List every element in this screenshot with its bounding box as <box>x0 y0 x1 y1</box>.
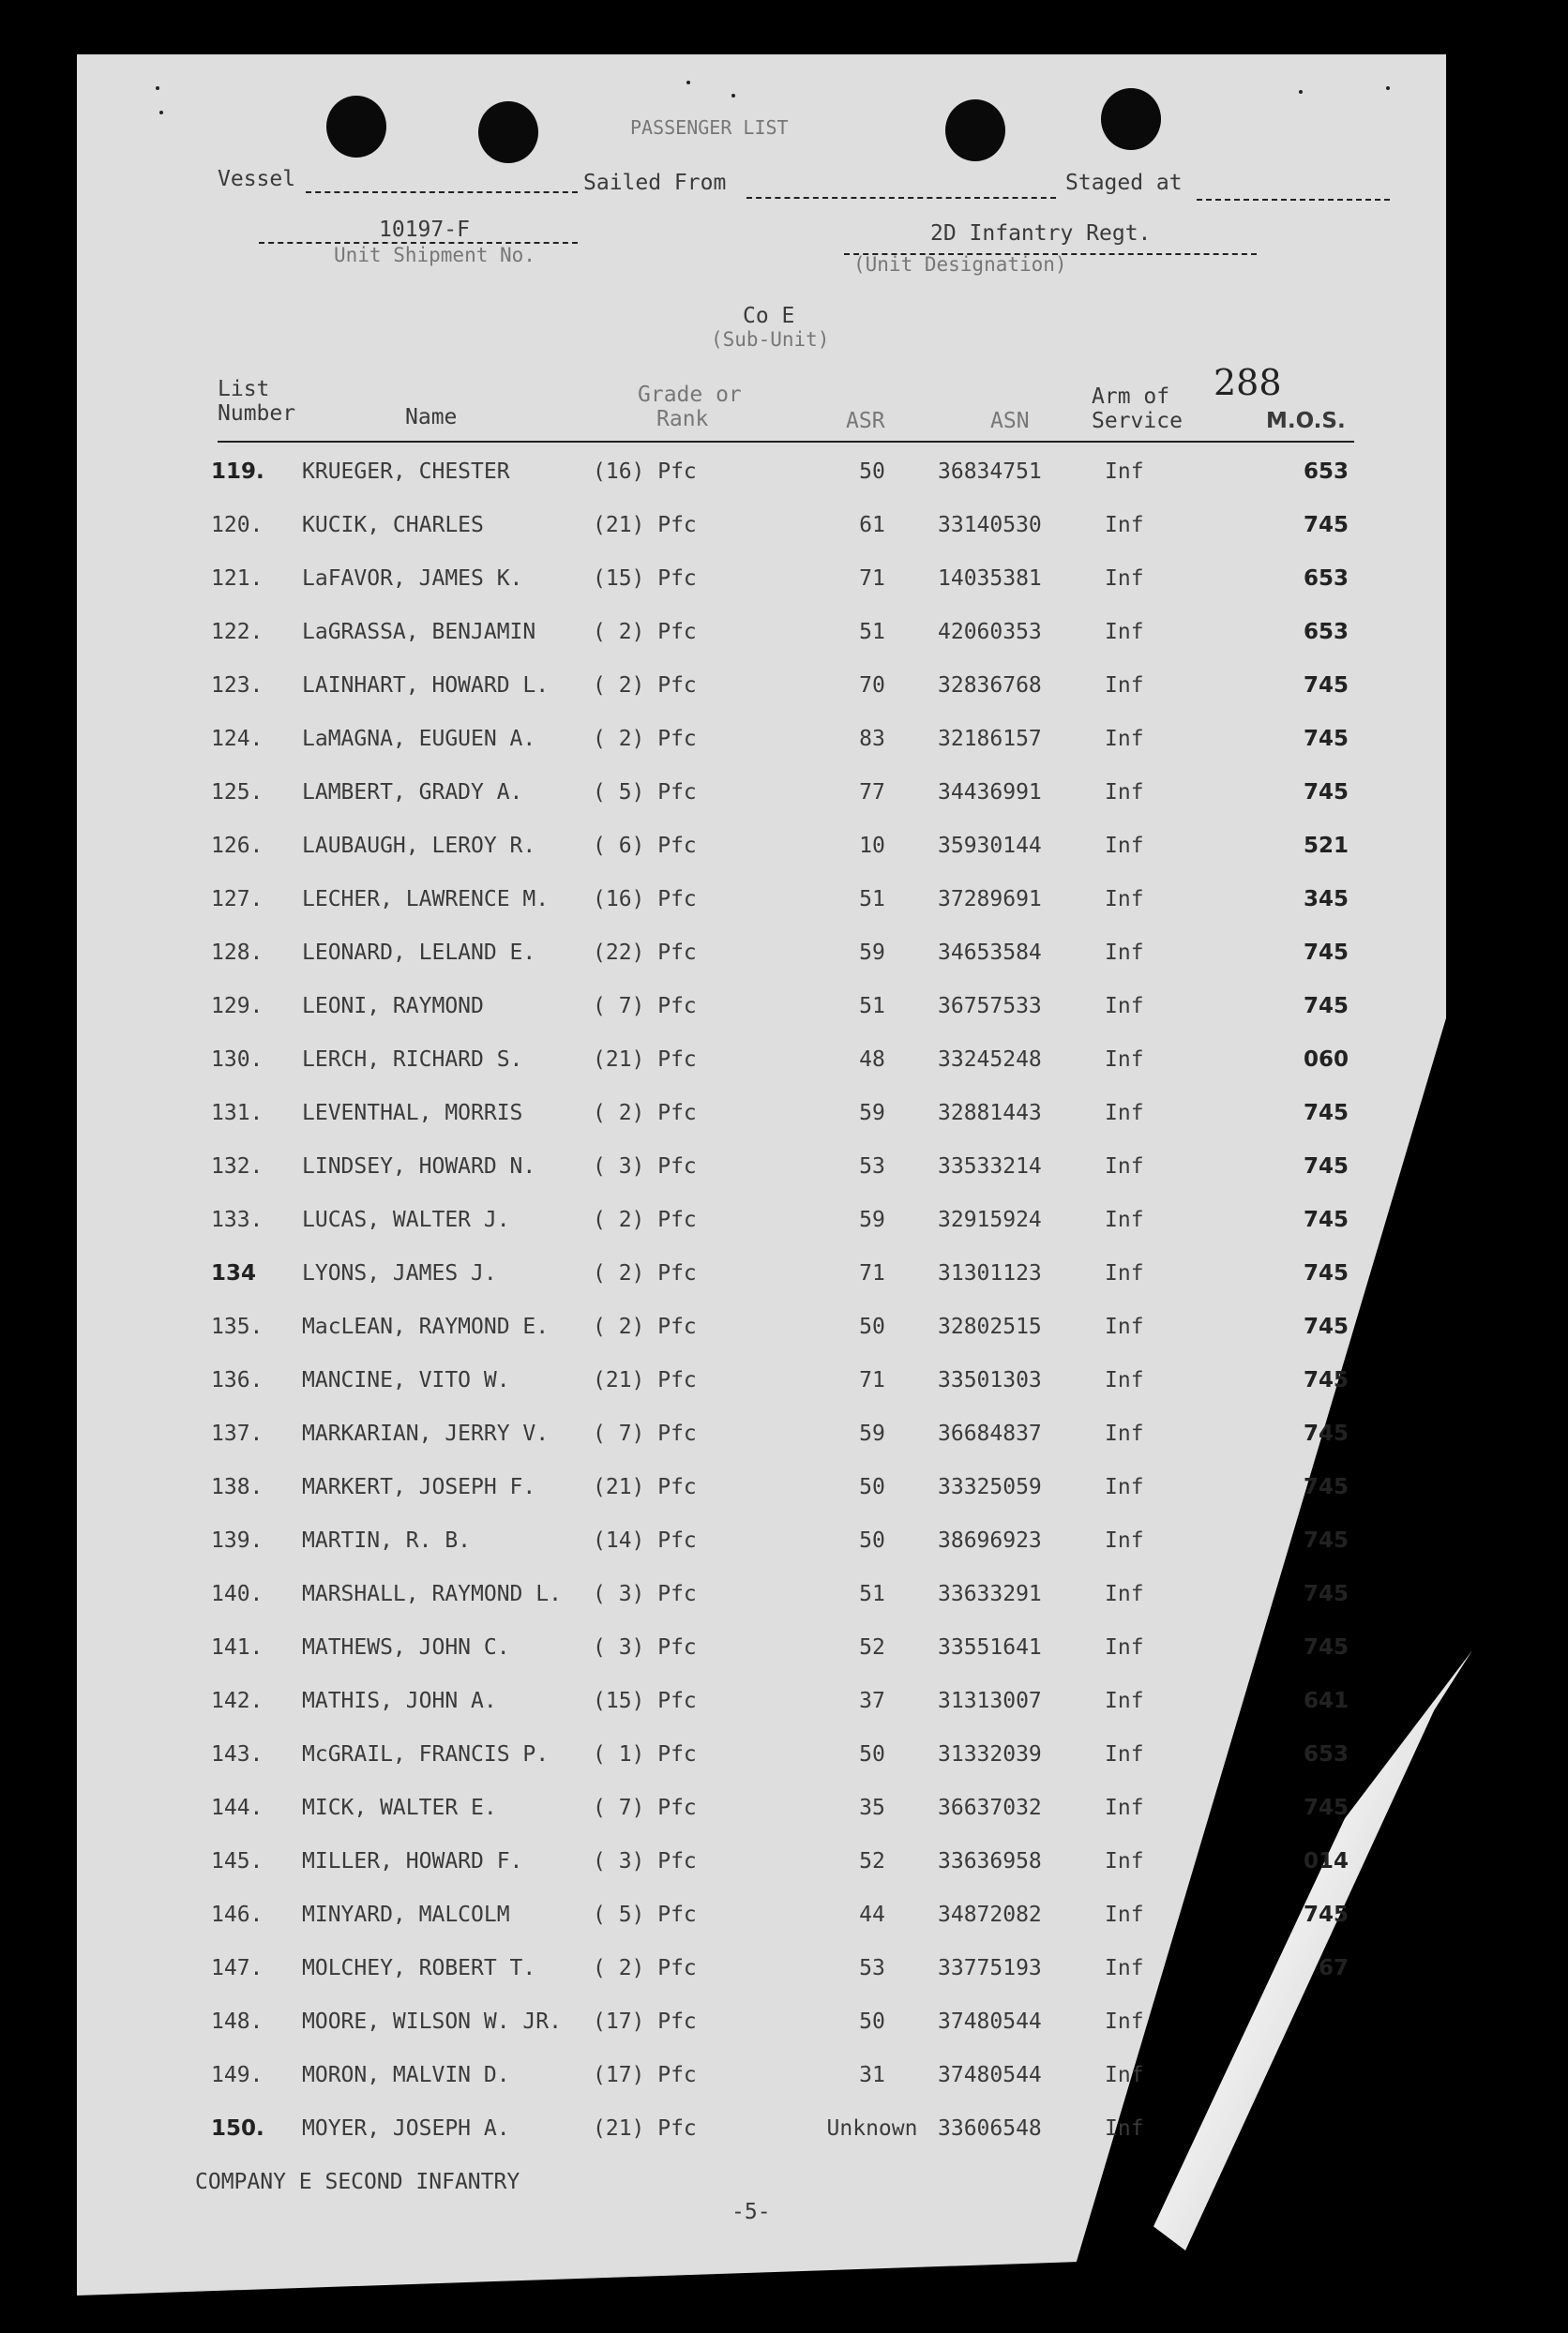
passenger-name: MOORE, WILSON W. JR. <box>302 2009 562 2034</box>
arm-of-service: Inf <box>1105 2116 1144 2141</box>
grade-rank: ( 1) Pfc <box>593 1742 697 1767</box>
table-row <box>0 566 1568 600</box>
list-number: 138. <box>211 1475 264 1499</box>
passenger-name: LaGRASSA, BENJAMIN <box>302 620 536 644</box>
mos-code: 745 <box>1303 1315 1349 1339</box>
asr-score: Unknown <box>826 2116 918 2141</box>
list-number: 129. <box>211 994 264 1018</box>
army-serial-number: 32836768 <box>938 673 1042 698</box>
grade-rank: (17) Pfc <box>593 2063 697 2087</box>
arm-of-service: Inf <box>1105 941 1144 965</box>
arm-of-service: Inf <box>1105 1101 1144 1125</box>
col-header-list-line2: Number <box>218 401 296 426</box>
army-serial-number: 38696923 <box>938 1528 1042 1553</box>
army-serial-number: 14035381 <box>938 566 1042 591</box>
list-number: 131. <box>211 1101 264 1125</box>
passenger-name: MILLER, HOWARD F. <box>302 1849 523 1874</box>
army-serial-number: 32186157 <box>938 727 1042 751</box>
vessel-label: Vessel <box>218 167 296 191</box>
unit-designation-label: (Unit Designation) <box>853 253 1067 276</box>
speck <box>1386 86 1390 90</box>
list-number: 123. <box>211 673 264 698</box>
punch-hole-4 <box>1101 88 1161 150</box>
arm-of-service: Inf <box>1105 727 1144 751</box>
passenger-name: McGRAIL, FRANCIS P. <box>302 1742 550 1767</box>
grade-rank: (21) Pfc <box>593 1475 697 1499</box>
asr-score: 51 <box>859 1582 885 1606</box>
asr-score: 50 <box>859 2009 885 2034</box>
asr-score: 77 <box>859 780 885 805</box>
passenger-name: MORON, MALVIN D. <box>302 2063 510 2087</box>
army-serial-number: 33140530 <box>938 513 1042 537</box>
passenger-name: LERCH, RICHARD S. <box>302 1047 523 1072</box>
header-rule <box>218 441 1354 443</box>
asr-score: 50 <box>859 1475 885 1499</box>
table-row <box>0 1528 1568 1562</box>
grade-rank: ( 2) Pfc <box>593 1315 697 1339</box>
list-number: 135. <box>211 1315 264 1339</box>
arm-of-service: Inf <box>1105 459 1144 484</box>
passenger-name: LaMAGNA, EUGUEN A. <box>302 727 536 751</box>
col-header-grade <box>638 383 742 431</box>
grade-rank: ( 2) Pfc <box>593 673 697 698</box>
passenger-name: LECHER, LAWRENCE M. <box>302 887 550 911</box>
speck <box>159 111 163 114</box>
grade-rank: ( 6) Pfc <box>593 834 697 858</box>
list-number: 150. <box>211 2116 264 2141</box>
grade-rank: (17) Pfc <box>593 2009 697 2034</box>
col-header-asr: ASR <box>846 409 885 433</box>
table-row <box>0 620 1568 654</box>
army-serial-number: 37289691 <box>938 887 1042 911</box>
mos-code: 745 <box>1303 1368 1349 1392</box>
mos-code: 060 <box>1303 1047 1349 1072</box>
table-row <box>0 1315 1568 1348</box>
grade-rank: ( 7) Pfc <box>593 1422 697 1446</box>
list-number: 132. <box>211 1154 264 1179</box>
table-row <box>0 1154 1568 1188</box>
arm-of-service: Inf <box>1105 1956 1144 1980</box>
punch-hole-1 <box>326 96 386 158</box>
staged-at-label: Staged at <box>1065 171 1183 195</box>
grade-rank: ( 5) Pfc <box>593 780 697 805</box>
list-number: 149. <box>211 2063 264 2087</box>
list-number: 124. <box>211 727 264 751</box>
asr-score: 35 <box>859 1796 885 1820</box>
list-number: 147. <box>211 1956 264 1980</box>
col-header-asn: ASN <box>990 409 1030 433</box>
mos-code: 653 <box>1303 566 1349 591</box>
mos-code: 745 <box>1303 1528 1349 1553</box>
army-serial-number: 34653584 <box>938 941 1042 965</box>
list-number: 143. <box>211 1742 264 1767</box>
list-number: 128. <box>211 941 264 965</box>
list-number: 134 <box>211 1261 257 1286</box>
list-number: 141. <box>211 1635 264 1660</box>
staged-at-underline <box>1197 199 1390 201</box>
list-number: 120. <box>211 513 264 537</box>
mos-code: 745 <box>1303 1796 1349 1820</box>
table-row <box>0 1956 1568 1990</box>
grade-rank: ( 5) Pfc <box>593 1903 697 1927</box>
mos-code: 67 <box>1318 1956 1349 1980</box>
asr-score: 71 <box>859 566 885 591</box>
arm-of-service: Inf <box>1105 1368 1144 1392</box>
army-serial-number: 31313007 <box>938 1689 1042 1713</box>
table-row <box>0 727 1568 760</box>
passenger-name: MOLCHEY, ROBERT T. <box>302 1956 536 1980</box>
table-row <box>0 513 1568 547</box>
grade-rank: ( 2) Pfc <box>593 1208 697 1232</box>
grade-rank: (21) Pfc <box>593 513 697 537</box>
passenger-name: LUCAS, WALTER J. <box>302 1208 510 1232</box>
grade-rank: ( 2) Pfc <box>593 620 697 644</box>
list-number: 139. <box>211 1528 264 1553</box>
list-number: 144. <box>211 1796 264 1820</box>
grade-rank: ( 7) Pfc <box>593 1796 697 1820</box>
asr-score: 51 <box>859 887 885 911</box>
passenger-name: KUCIK, CHARLES <box>302 513 484 537</box>
col-header-arm-line1: Arm of <box>1092 384 1170 409</box>
passenger-name: MATHEWS, JOHN C. <box>302 1635 510 1660</box>
grade-rank: ( 3) Pfc <box>593 1154 697 1179</box>
army-serial-number: 32802515 <box>938 1315 1042 1339</box>
col-header-grade-line1: Grade or <box>638 383 742 407</box>
grade-rank: (21) Pfc <box>593 1368 697 1392</box>
table-row <box>0 887 1568 921</box>
list-number: 121. <box>211 566 264 591</box>
mos-code: 345 <box>1303 887 1349 911</box>
army-serial-number: 33325059 <box>938 1475 1042 1499</box>
army-serial-number: 33775193 <box>938 1956 1042 1980</box>
mos-code: 745 <box>1303 1422 1349 1446</box>
asr-score: 59 <box>859 1208 885 1232</box>
list-number: 126. <box>211 834 264 858</box>
asr-score: 53 <box>859 1154 885 1179</box>
grade-rank: ( 7) Pfc <box>593 994 697 1018</box>
handwritten-page-count: 288 <box>1214 362 1282 403</box>
grade-rank: (15) Pfc <box>593 1689 697 1713</box>
punch-hole-2 <box>478 101 538 163</box>
passenger-name: LEVENTHAL, MORRIS <box>302 1101 523 1125</box>
mos-code: 653 <box>1303 1742 1349 1767</box>
passenger-name: MATHIS, JOHN A. <box>302 1689 497 1713</box>
table-row <box>0 1475 1568 1509</box>
col-header-list-line1: List <box>218 377 270 401</box>
list-number: 133. <box>211 1208 264 1232</box>
arm-of-service: Inf <box>1105 887 1144 911</box>
mos-code: 745 <box>1303 994 1349 1018</box>
table-row <box>0 834 1568 867</box>
arm-of-service: Inf <box>1105 1154 1144 1179</box>
mos-code: 745 <box>1303 1582 1349 1606</box>
table-row <box>0 1422 1568 1455</box>
table-row <box>0 1796 1568 1829</box>
speck <box>156 86 159 90</box>
passenger-name: LEONARD, LELAND E. <box>302 941 536 965</box>
footer-page-number: -5- <box>731 2200 771 2224</box>
arm-of-service: Inf <box>1105 2063 1144 2087</box>
arm-of-service: Inf <box>1105 780 1144 805</box>
arm-of-service: Inf <box>1105 513 1144 537</box>
grade-rank: ( 2) Pfc <box>593 727 697 751</box>
grade-rank: (14) Pfc <box>593 1528 697 1553</box>
mos-code: 745 <box>1303 1475 1349 1499</box>
table-row <box>0 2063 1568 2097</box>
army-serial-number: 33551641 <box>938 1635 1042 1660</box>
army-serial-number: 33533214 <box>938 1154 1042 1179</box>
unit-designation: 2D Infantry Regt. <box>930 221 1152 246</box>
speck <box>731 94 735 98</box>
passenger-name: MINYARD, MALCOLM <box>302 1903 510 1927</box>
asr-score: 70 <box>859 673 885 698</box>
asr-score: 59 <box>859 941 885 965</box>
arm-of-service: Inf <box>1105 1475 1144 1499</box>
passenger-name: MacLEAN, RAYMOND E. <box>302 1315 550 1339</box>
mos-code: 745 <box>1303 513 1349 537</box>
list-number: 146. <box>211 1903 264 1927</box>
grade-rank: (21) Pfc <box>593 2116 697 2141</box>
list-number: 122. <box>211 620 264 644</box>
army-serial-number: 36684837 <box>938 1422 1042 1446</box>
asr-score: 37 <box>859 1689 885 1713</box>
grade-rank: (21) Pfc <box>593 1047 697 1072</box>
list-number: 127. <box>211 887 264 911</box>
list-number: 125. <box>211 780 264 805</box>
mos-code: 641 <box>1303 1689 1349 1713</box>
arm-of-service: Inf <box>1105 1315 1144 1339</box>
table-row <box>0 1101 1568 1135</box>
arm-of-service: Inf <box>1105 994 1144 1018</box>
arm-of-service: Inf <box>1105 1582 1144 1606</box>
table-row <box>0 459 1568 493</box>
col-header-arm-line2: Service <box>1092 409 1183 433</box>
table-row <box>0 941 1568 974</box>
grade-rank: ( 2) Pfc <box>593 1956 697 1980</box>
grade-rank: (16) Pfc <box>593 887 697 911</box>
table-row <box>0 780 1568 814</box>
table-row <box>0 1368 1568 1402</box>
army-serial-number: 36834751 <box>938 459 1042 484</box>
passenger-name: LINDSEY, HOWARD N. <box>302 1154 536 1179</box>
asr-score: 71 <box>859 1368 885 1392</box>
passenger-name: MOYER, JOSEPH A. <box>302 2116 510 2141</box>
table-row <box>0 1742 1568 1776</box>
sailed-from-underline <box>746 197 1056 199</box>
mos-code: 745 <box>1303 1208 1349 1232</box>
army-serial-number: 36637032 <box>938 1796 1042 1820</box>
grade-rank: ( 3) Pfc <box>593 1849 697 1874</box>
grade-rank: ( 2) Pfc <box>593 1101 697 1125</box>
table-row <box>0 1689 1568 1723</box>
arm-of-service: Inf <box>1105 834 1144 858</box>
asr-score: 51 <box>859 994 885 1018</box>
table-row <box>0 1208 1568 1242</box>
list-number: 145. <box>211 1849 264 1874</box>
passenger-name: LYONS, JAMES J. <box>302 1261 497 1286</box>
col-header-grade-line2: Rank <box>656 407 709 431</box>
army-serial-number: 33636958 <box>938 1849 1042 1874</box>
table-row <box>0 673 1568 707</box>
arm-of-service: Inf <box>1105 1528 1144 1553</box>
mos-code: 745 <box>1303 780 1349 805</box>
sailed-from-label: Sailed From <box>583 171 727 195</box>
table-row <box>0 2009 1568 2043</box>
army-serial-number: 31332039 <box>938 1742 1042 1767</box>
table-row <box>0 1047 1568 1081</box>
list-number: 136. <box>211 1368 264 1392</box>
army-serial-number: 35930144 <box>938 834 1042 858</box>
speck <box>1299 90 1303 94</box>
asr-score: 71 <box>859 1261 885 1286</box>
army-serial-number: 42060353 <box>938 620 1042 644</box>
passenger-name: KRUEGER, CHESTER <box>302 459 510 484</box>
asr-score: 50 <box>859 1315 885 1339</box>
arm-of-service: Inf <box>1105 2009 1144 2034</box>
list-number: 148. <box>211 2009 264 2034</box>
table-row <box>0 1582 1568 1616</box>
table-row <box>0 1849 1568 1883</box>
army-serial-number: 37480544 <box>938 2009 1042 2034</box>
passenger-name: LaFAVOR, JAMES K. <box>302 566 523 591</box>
table-row <box>0 994 1568 1028</box>
asr-score: 52 <box>859 1635 885 1660</box>
list-number: 119. <box>211 459 264 484</box>
asr-score: 59 <box>859 1422 885 1446</box>
asr-score: 53 <box>859 1956 885 1980</box>
grade-rank: ( 2) Pfc <box>593 1261 697 1286</box>
mos-code: 521 <box>1303 834 1349 858</box>
col-header-mos: M.O.S. <box>1266 409 1346 433</box>
passenger-name: LAINHART, HOWARD L. <box>302 673 550 698</box>
asr-score: 48 <box>859 1047 885 1072</box>
arm-of-service: Inf <box>1105 673 1144 698</box>
army-serial-number: 33606548 <box>938 2116 1042 2141</box>
passenger-name: MANCINE, VITO W. <box>302 1368 510 1392</box>
table-row <box>0 1261 1568 1295</box>
list-number: 140. <box>211 1582 264 1606</box>
mos-code: 745 <box>1303 1154 1349 1179</box>
shipment-number: 10197-F <box>379 218 470 242</box>
asr-score: 52 <box>859 1849 885 1874</box>
list-number: 137. <box>211 1422 264 1446</box>
arm-of-service: Inf <box>1105 1903 1144 1927</box>
mos-code: 745 <box>1303 1101 1349 1125</box>
army-serial-number: 33501303 <box>938 1368 1042 1392</box>
arm-of-service: Inf <box>1105 1635 1144 1660</box>
army-serial-number: 33245248 <box>938 1047 1042 1072</box>
arm-of-service: Inf <box>1105 1796 1144 1820</box>
passenger-name: MARSHALL, RAYMOND L. <box>302 1582 562 1606</box>
col-header-name: Name <box>405 405 458 429</box>
col-header-arm <box>1092 384 1183 433</box>
grade-rank: ( 3) Pfc <box>593 1582 697 1606</box>
arm-of-service: Inf <box>1105 1208 1144 1232</box>
arm-of-service: Inf <box>1105 566 1144 591</box>
vessel-underline <box>306 191 578 193</box>
footer-unit-name: COMPANY E SECOND INFANTRY <box>195 2170 520 2194</box>
army-serial-number: 31301123 <box>938 1261 1042 1286</box>
asr-score: 10 <box>859 834 885 858</box>
company-label: (Sub-Unit) <box>711 328 830 351</box>
list-number: 130. <box>211 1047 264 1072</box>
arm-of-service: Inf <box>1105 1047 1144 1072</box>
list-number: 142. <box>211 1689 264 1713</box>
army-serial-number: 37480544 <box>938 2063 1042 2087</box>
mos-code: 745 <box>1303 1261 1349 1286</box>
arm-of-service: Inf <box>1105 1849 1144 1874</box>
passenger-name: MARKARIAN, JERRY V. <box>302 1422 550 1446</box>
passenger-name: MARTIN, R. B. <box>302 1528 472 1553</box>
arm-of-service: Inf <box>1105 620 1144 644</box>
mos-code: 745 <box>1303 1903 1349 1927</box>
asr-score: 59 <box>859 1101 885 1125</box>
army-serial-number: 32915924 <box>938 1208 1042 1232</box>
grade-rank: (16) Pfc <box>593 459 697 484</box>
grade-rank: (15) Pfc <box>593 566 697 591</box>
army-serial-number: 32881443 <box>938 1101 1042 1125</box>
table-row <box>0 1635 1568 1669</box>
asr-score: 50 <box>859 1528 885 1553</box>
passenger-name: MICK, WALTER E. <box>302 1796 497 1820</box>
mos-code: 745 <box>1303 941 1349 965</box>
asr-score: 50 <box>859 1742 885 1767</box>
arm-of-service: Inf <box>1105 1261 1144 1286</box>
mos-code: 014 <box>1303 1849 1349 1874</box>
col-header-list <box>218 377 295 426</box>
army-serial-number: 33633291 <box>938 1582 1042 1606</box>
army-serial-number: 34436991 <box>938 780 1042 805</box>
shipment-number-label: Unit Shipment No. <box>334 244 535 266</box>
table-row <box>0 1903 1568 1936</box>
passenger-name: LAMBERT, GRADY A. <box>302 780 523 805</box>
asr-score: 50 <box>859 459 885 484</box>
asr-score: 31 <box>859 2063 885 2087</box>
arm-of-service: Inf <box>1105 1422 1144 1446</box>
grade-rank: ( 3) Pfc <box>593 1635 697 1660</box>
mos-code: 653 <box>1303 620 1349 644</box>
asr-score: 83 <box>859 727 885 751</box>
passenger-name: LAUBAUGH, LEROY R. <box>302 834 536 858</box>
company-code: Co E <box>743 304 795 328</box>
passenger-name: MARKERT, JOSEPH F. <box>302 1475 536 1499</box>
arm-of-service: Inf <box>1105 1742 1144 1767</box>
grade-rank: (22) Pfc <box>593 941 697 965</box>
mos-code: 745 <box>1303 1635 1349 1660</box>
mos-code: 745 <box>1303 673 1349 698</box>
mos-code: 653 <box>1303 459 1349 484</box>
army-serial-number: 36757533 <box>938 994 1042 1018</box>
form-title: PASSENGER LIST <box>630 116 789 139</box>
passenger-name: LEONI, RAYMOND <box>302 994 484 1018</box>
asr-score: 51 <box>859 620 885 644</box>
asr-score: 44 <box>859 1903 885 1927</box>
army-serial-number: 34872082 <box>938 1903 1042 1927</box>
mos-code: 745 <box>1303 727 1349 751</box>
punch-hole-3 <box>945 99 1005 161</box>
arm-of-service: Inf <box>1105 1689 1144 1713</box>
speck <box>686 81 690 84</box>
table-row <box>0 2116 1568 2150</box>
asr-score: 61 <box>859 513 885 537</box>
